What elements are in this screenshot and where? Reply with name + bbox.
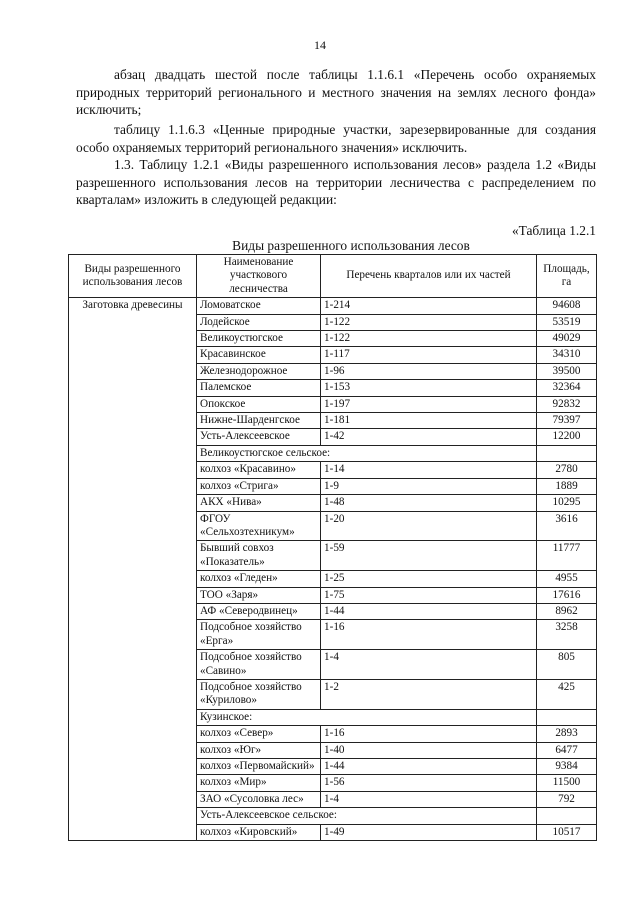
section-label: Великоустюгское сельское:: [197, 445, 537, 461]
quarters-cell: 1-40: [321, 742, 537, 758]
quarters-cell: 1-25: [321, 571, 537, 587]
area-cell: 34310: [537, 347, 597, 363]
name-cell: Ломоватское: [197, 298, 321, 314]
area-cell: 2780: [537, 462, 597, 478]
quarters-cell: 1-4: [321, 650, 537, 680]
quarters-cell: 1-16: [321, 726, 537, 742]
paragraph-2-text: таблицу 1.1.6.3 «Ценные природные участки, зарезервированные для создания особо охраняемых территорий регионального значения» исключить.: [76, 122, 596, 155]
area-cell: 49029: [537, 331, 597, 347]
name-cell: ЗАО «Сусоловка лес»: [197, 791, 321, 807]
name-cell: ТОО «Заря»: [197, 587, 321, 603]
name-cell: Красавинское: [197, 347, 321, 363]
area-cell: 10517: [537, 824, 597, 840]
paragraph-3: [76, 156, 596, 209]
name-cell: колхоз «Юг»: [197, 742, 321, 758]
name-cell: колхоз «Гледен»: [197, 571, 321, 587]
area-cell: 3616: [537, 511, 597, 541]
area-cell: 53519: [537, 314, 597, 330]
paragraph-1-text: абзац двадцать шестой после таблицы 1.1.6.1 «Перечень особо охраняемых природных территорий регионального и местного значения на землях лесного фонда» исключить;: [76, 67, 596, 117]
header-use: Виды разрешенного использования лесов: [69, 255, 197, 298]
area-cell: 805: [537, 650, 597, 680]
area-cell: 32364: [537, 380, 597, 396]
table-header-row: [69, 255, 597, 298]
section-label: Кузинское:: [197, 709, 537, 725]
area-cell: 11777: [537, 541, 597, 571]
quarters-cell: 1-9: [321, 478, 537, 494]
table-caption: «Таблица 1.2.1: [511, 223, 596, 238]
use-type-cell: Заготовка древесины: [69, 298, 197, 841]
paragraph-1: [76, 66, 596, 119]
name-cell: Подсобное хозяйство «Курилово»: [197, 679, 321, 709]
quarters-cell: 1-122: [321, 314, 537, 330]
name-cell: Нижне-Шарденгское: [197, 413, 321, 429]
quarters-cell: 1-117: [321, 347, 537, 363]
forest-use-table: [68, 254, 597, 841]
quarters-cell: 1-153: [321, 380, 537, 396]
area-cell: 17616: [537, 587, 597, 603]
area-cell: [537, 808, 597, 824]
quarters-cell: 1-56: [321, 775, 537, 791]
quarters-cell: 1-214: [321, 298, 537, 314]
name-cell: АКХ «Нива»: [197, 495, 321, 511]
name-cell: колхоз «Первомайский»: [197, 759, 321, 775]
quarters-cell: 1-16: [321, 620, 537, 650]
quarters-cell: 1-42: [321, 429, 537, 445]
name-cell: Подсобное хозяйство «Савино»: [197, 650, 321, 680]
name-cell: АФ «Северодвинец»: [197, 603, 321, 619]
quarters-cell: 1-20: [321, 511, 537, 541]
area-cell: 3258: [537, 620, 597, 650]
name-cell: колхоз «Мир»: [197, 775, 321, 791]
area-cell: 11500: [537, 775, 597, 791]
quarters-cell: 1-48: [321, 495, 537, 511]
name-cell: ФГОУ «Сельхозтехникум»: [197, 511, 321, 541]
page-number: 14: [314, 38, 326, 52]
header-name: Наименование участкового лесничества: [197, 255, 321, 298]
paragraph-2: [76, 121, 596, 156]
name-cell: колхоз «Красавино»: [197, 462, 321, 478]
quarters-cell: 1-14: [321, 462, 537, 478]
section-label: Усть-Алексеевское сельское:: [197, 808, 537, 824]
quarters-cell: 1-44: [321, 603, 537, 619]
area-cell: 9384: [537, 759, 597, 775]
quarters-cell: 1-49: [321, 824, 537, 840]
area-cell: 92832: [537, 396, 597, 412]
table-row: [69, 298, 597, 314]
header-area: Площадь, га: [537, 255, 597, 298]
quarters-cell: 1-197: [321, 396, 537, 412]
area-cell: 4955: [537, 571, 597, 587]
area-cell: 2893: [537, 726, 597, 742]
name-cell: Железнодорожное: [197, 363, 321, 379]
area-cell: 1889: [537, 478, 597, 494]
name-cell: Подсобное хозяйство «Ерга»: [197, 620, 321, 650]
name-cell: Палемское: [197, 380, 321, 396]
name-cell: Усть-Алексеевское: [197, 429, 321, 445]
name-cell: Лодейское: [197, 314, 321, 330]
quarters-cell: 1-75: [321, 587, 537, 603]
name-cell: Опокское: [197, 396, 321, 412]
header-quarters: Перечень кварталов или их частей: [321, 255, 537, 298]
name-cell: Бывший совхоз «Показатель»: [197, 541, 321, 571]
name-cell: колхоз «Стрига»: [197, 478, 321, 494]
area-cell: [537, 709, 597, 725]
quarters-cell: 1-122: [321, 331, 537, 347]
area-cell: 12200: [537, 429, 597, 445]
area-cell: 425: [537, 679, 597, 709]
area-cell: 94608: [537, 298, 597, 314]
quarters-cell: 1-181: [321, 413, 537, 429]
name-cell: колхоз «Север»: [197, 726, 321, 742]
area-cell: 79397: [537, 413, 597, 429]
name-cell: Великоустюгское: [197, 331, 321, 347]
quarters-cell: 1-4: [321, 791, 537, 807]
table-title: Виды разрешенного использования лесов: [232, 238, 470, 253]
area-cell: 6477: [537, 742, 597, 758]
name-cell: колхоз «Кировский»: [197, 824, 321, 840]
area-cell: 792: [537, 791, 597, 807]
area-cell: 8962: [537, 603, 597, 619]
quarters-cell: 1-96: [321, 363, 537, 379]
quarters-cell: 1-44: [321, 759, 537, 775]
area-cell: [537, 445, 597, 461]
area-cell: 10295: [537, 495, 597, 511]
paragraph-3-text: 1.3. Таблицу 1.2.1 «Виды разрешенного использования лесов» раздела 1.2 «Виды разрешенного использования лесов на территории лесничества с распределением по кварталам» изложить в следующей редакции:: [76, 157, 596, 207]
quarters-cell: 1-59: [321, 541, 537, 571]
table-body: [69, 298, 597, 841]
quarters-cell: 1-2: [321, 679, 537, 709]
area-cell: 39500: [537, 363, 597, 379]
